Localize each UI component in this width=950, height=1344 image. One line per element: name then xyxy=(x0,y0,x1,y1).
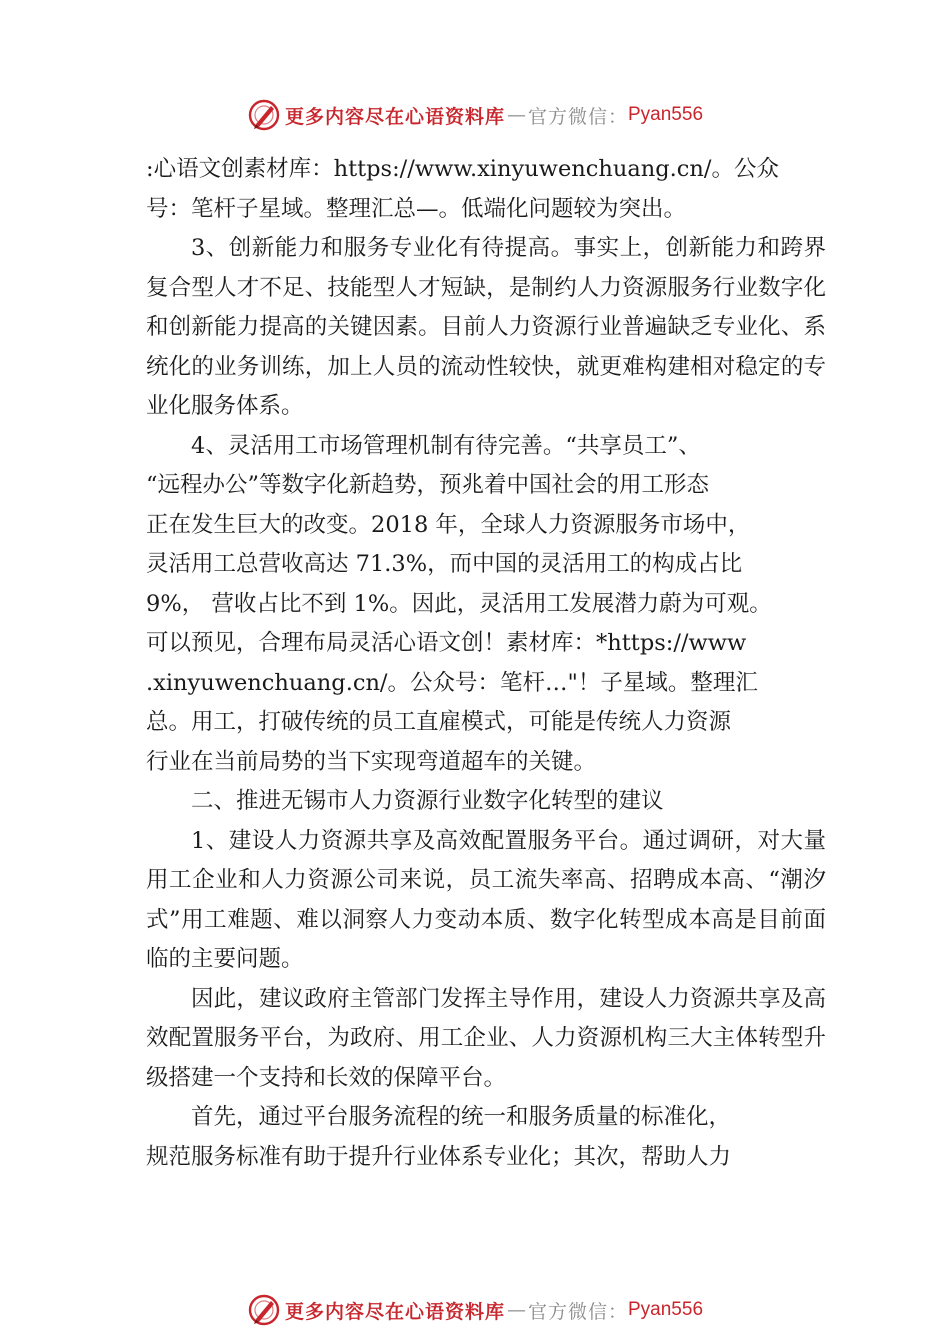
paragraph-innovation: 3、创新能力和服务专业化有待提高。事实上，创新能力和跨界复合型人才不足、技能型人才短缺，是制约人力资源服务行业数字化和创新能力提高的关键因素。目前人力资源行业普遍缺乏专业化、系统化的业务训练，加上人员的流动性较快，就更难构建相对稳定的专业化服务体系。 xyxy=(146,235,826,419)
footer-banner xyxy=(0,1290,950,1330)
banner-brand-text: 更多内容尽在心语资料库 xyxy=(284,1300,505,1323)
banner-brand-text: 更多内容尽在心语资料库 xyxy=(284,105,505,128)
document-body xyxy=(146,150,826,1177)
header-banner xyxy=(0,95,950,135)
paragraph-flexible-employment: 4、灵活用工市场管理机制有待完善。“共享员工”、 “远程办公”等数字化新趋势，预兆着中国社会的用工形态 正在发生巨大的改变。2018 年，全球人力资源服务市场中， 灵活用工总营收高达 71.3%，而中国的灵活用工的构成占比 9%， 营收占比不到 1%。因此，灵活用工发展潜力蔚为可观。 可以预见，合理布局灵活心语文创！素材库：*https://www .xinyuwenchuang.cn/。公众号：笔杆…"！子星域。整理汇 总。用工，打破传统的员工直雇模式，可能是传统人力资源 行业在当前局势的当下实现弯道超车的关键。 xyxy=(146,432,772,775)
banner-wechat-label: 官方微信： xyxy=(527,105,628,128)
paragraph-first: 首先，通过平台服务流程的统一和服务质量的标准化， 规范服务标准有助于提升行业体系专业化；其次，帮助人力 xyxy=(146,1104,732,1170)
brand-logo-icon xyxy=(247,98,281,132)
brand-logo-icon xyxy=(247,1293,281,1327)
paragraph-platform: 1、建设人力资源共享及高效配置服务平台。通过调研，对大量用工企业和人力资源公司来说，员工流失率高、招聘成本高、“潮汐式”用工难题、难以洞察人力变动本质、数字化转型成本高是目前面临的主要问题。 xyxy=(146,827,826,972)
section-heading: 二、推进无锡市人力资源行业数字化转型的建议 xyxy=(191,788,664,814)
banner-wechat-id: Pyan556 xyxy=(628,104,704,125)
banner-separator: — xyxy=(506,104,526,126)
paragraph-government: 因此，建议政府主管部门发挥主导作用，建设人力资源共享及高效配置服务平台，为政府、用工企业、人力资源机构三大主体转型升级搭建一个支持和长效的保障平台。 xyxy=(146,985,826,1091)
paragraph-continuation: :心语文创素材库：https://www.xinyuwenchuang.cn/。公众 号：笔杆子星域。整理汇总—。低端化问题较为突出。 xyxy=(146,156,779,222)
banner-wechat-label: 官方微信： xyxy=(527,1300,628,1323)
banner-wechat-id: Pyan556 xyxy=(628,1299,704,1320)
banner-separator: — xyxy=(506,1299,526,1321)
